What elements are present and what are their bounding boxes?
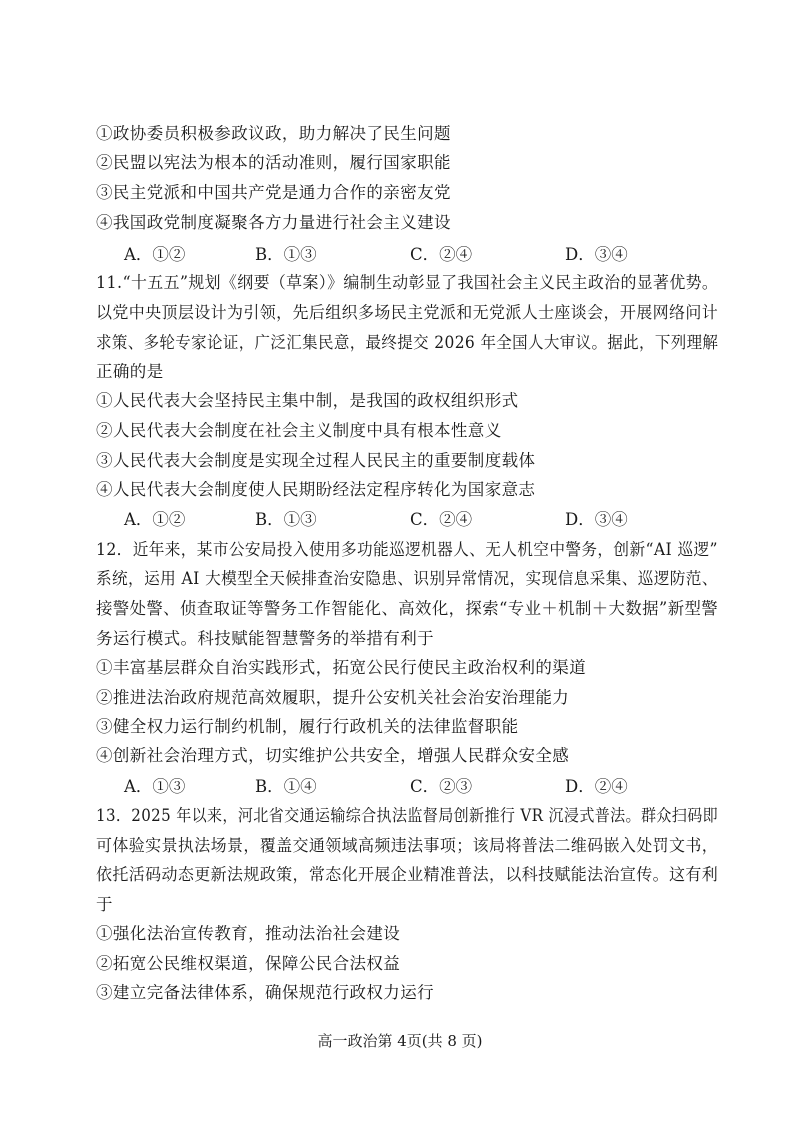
q11-item-2: ②人民代表大会制度在社会主义制度中具有根本性意义 <box>96 421 502 440</box>
q12-option-c: C．②③ <box>410 777 473 796</box>
q10-option-a: A．①② <box>124 245 186 264</box>
q12-item-4: ④创新社会治理方式，切实维护公共安全，增强人民群众安全感 <box>96 746 570 765</box>
q10-item-4: ④我国政党制度凝聚各方力量进行社会主义建设 <box>96 213 451 232</box>
q12-stem-1: 12．近年来，某市公安局投入使用多功能巡逻机器人、无人机空中警务，创新“AI 巡逻” <box>96 540 718 559</box>
q13-stem-1: 13．2025 年以来，河北省交通运输综合执法监督局创新推行 VR 沉浸式普法。群众扫码即 <box>96 806 719 825</box>
q12-item-3: ③健全权力运行制约机制，履行行政机关的法律监督职能 <box>96 717 519 736</box>
q11-stem-2: 以党中央顶层设计为引领，先后组织多场民主党派和无党派人士座谈会，开展网络问计 <box>96 303 719 322</box>
q10-item-1: ①政协委员积极参政议政，助力解决了民生问题 <box>96 124 451 143</box>
q10-option-c: C．②④ <box>410 245 473 264</box>
page-footer: 高一政治第 4页(共 8 页) <box>317 1032 483 1050</box>
q12-option-d: D．②④ <box>565 777 628 796</box>
q11-stem-3: 求策、多轮专家论证，广泛汇集民意，最终提交 2026 年全国人大审议。据此，下列理解 <box>96 333 719 352</box>
q13-stem-2: 可体验实景执法场景，覆盖交通领域高频违法事项；该局将普法二维码嵌入处罚文书， <box>96 836 719 855</box>
q12-item-2: ②推进法治政府规范高效履职，提升公安机关社会治安治理能力 <box>96 688 570 707</box>
q10-item-3: ③民主党派和中国共产党是通力合作的亲密友党 <box>96 183 451 202</box>
q11-stem-1: 11.“十五五”规划《纲要（草案）》编制生动彰显了我国社会主义民主政治的显著优势。 <box>96 273 719 292</box>
q11-option-b: B．①③ <box>255 510 317 529</box>
q11-item-3: ③人民代表大会制度是实现全过程人民民主的重要制度载体 <box>96 451 536 470</box>
q11-stem-4: 正确的是 <box>96 362 164 381</box>
q12-options <box>124 775 724 799</box>
q13-item-3: ③建立完备法律体系，确保规范行政权力运行 <box>96 983 434 1002</box>
q10-option-d: D．③④ <box>565 245 628 264</box>
q12-item-1: ①丰富基层群众自治实践形式，拓宽公民行使民主政治权利的渠道 <box>96 658 587 677</box>
q13-item-2: ②拓宽公民维权渠道，保障公民合法权益 <box>96 954 401 973</box>
q13-stem-4: 于 <box>96 895 113 914</box>
q11-option-a: A．①② <box>124 510 186 529</box>
q12-stem-3: 接警处警、侦查取证等警务工作智能化、高效化，探索“专业＋机制＋大数据”新型警 <box>96 599 719 618</box>
q11-option-c: C．②④ <box>410 510 473 529</box>
q11-item-4: ④人民代表大会制度使人民期盼经法定程序转化为国家意志 <box>96 480 536 499</box>
q11-options <box>124 508 724 532</box>
q13-item-1: ①强化法治宣传教育，推动法治社会建设 <box>96 924 401 943</box>
q11-option-d: D．③④ <box>565 510 628 529</box>
q12-stem-2: 系统，运用 AI 大模型全天候排查治安隐患、识别异常情况，实现信息采集、巡逻防范、 <box>96 569 718 588</box>
q10-options <box>124 243 724 267</box>
q13-stem-3: 依托活码动态更新法规政策，常态化开展企业精准普法，以科技赋能法治宣传。这有利 <box>96 865 719 884</box>
q12-stem-4: 务运行模式。科技赋能智慧警务的举措有利于 <box>96 629 434 648</box>
q12-option-b: B．①④ <box>255 777 317 796</box>
q10-item-2: ②民盟以宪法为根本的活动准则，履行国家职能 <box>96 153 451 172</box>
q12-option-a: A．①③ <box>124 777 186 796</box>
q10-option-b: B．①③ <box>255 245 317 264</box>
q11-item-1: ①人民代表大会坚持民主集中制，是我国的政权组织形式 <box>96 391 519 410</box>
